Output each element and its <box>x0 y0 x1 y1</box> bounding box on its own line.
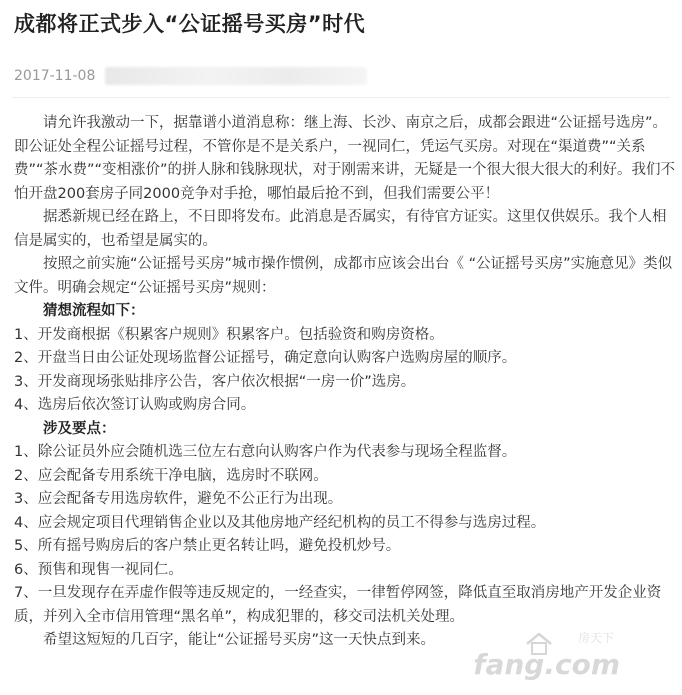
process-item: 4、选房后依次签订认购或购房合同。 <box>14 397 256 413</box>
point-item: 3、应会配备专用选房软件，避免不公正行为出现。 <box>14 491 343 507</box>
point-item: 5、所有摇号购房后的客户禁止更名转让吗，避免投机炒号。 <box>14 538 401 554</box>
fang-watermark-logo <box>473 625 624 683</box>
process-item: 1、开发商根据《积累客户规则》积累客户。包括验资和购房资格。 <box>14 326 444 343</box>
point-item: 1、除公证员外应会随机选三位左右意向认购客户作为代表参与现场全程监督。 <box>14 444 517 460</box>
article-meta <box>14 66 367 86</box>
blurred-author-info <box>105 67 367 85</box>
article-title: 成都将正式步入“公证摇号买房”时代 <box>14 12 366 36</box>
closing-paragraph: 希望这短短的几百字，能让“公证摇号买房”这一天快点到来。 <box>43 632 436 648</box>
divider <box>12 97 670 98</box>
process-item: 2、开盘当日由公证处现场监督公证摇号，确定意向认购客户选购房屋的顺序。 <box>14 350 517 366</box>
publish-date: 2017-11-08 <box>14 68 96 84</box>
article-body <box>14 112 676 653</box>
paragraph-intro: 请允许我激动一下，据靠谱小道消息称：继上海、长沙、南京之后，成都会跟进“公证摇号选房”。即公证处全程公证摇号过程，不管你是不是关系户，一视同仁，凭运气买房。对现在“渠道费”“关系费”“茶水费”“变相涨价”的拼人脉和钱脉现状，对于刚需来讲，无疑是一个很大很大很大的利好。我们不怕开盘200套房子同2000竞争对手抢，哪怕最后抢不到，但我们需要公平！ <box>14 115 676 202</box>
watermark-text: fang.com <box>473 648 620 681</box>
point-item: 6、预售和现售一视同仁。 <box>14 561 183 578</box>
paragraph-rumor: 据悉新规已经在路上，不日即将发布。此消息是否属实，有待官方证实。这里仅供娱乐。我个人相信是属实的，也希望是属实的。 <box>14 209 667 249</box>
points-heading: 涉及要点： <box>43 420 116 437</box>
paragraph-rules: 按照之前实施“公证摇号买房”城市操作惯例，成都市应该会出台《 “公证摇号买房”实施意见》类似文件。明确会规定“公证摇号买房”规则： <box>14 256 673 296</box>
point-item: 7、一旦发现存在弄虚作假等违反规定的，一经查实，一律暂停网签，降低直至取消房地产开发企业资质，并列入全市信用管理“黑名单”，构成犯罪的，移交司法机关处理。 <box>14 585 662 625</box>
process-item: 3、开发商现场张贴排序公告，客户依次根据“一房一价”选房。 <box>14 373 416 390</box>
watermark-small-text: 房天下 <box>577 631 614 645</box>
point-item: 4、应会规定项目代理销售企业以及其他房地产经纪机构的员工不得参与选房过程。 <box>14 514 546 531</box>
process-heading: 猜想流程如下： <box>43 303 145 319</box>
point-item: 2、应会配备专用系统干净电脑，选房时不联网。 <box>14 467 328 484</box>
